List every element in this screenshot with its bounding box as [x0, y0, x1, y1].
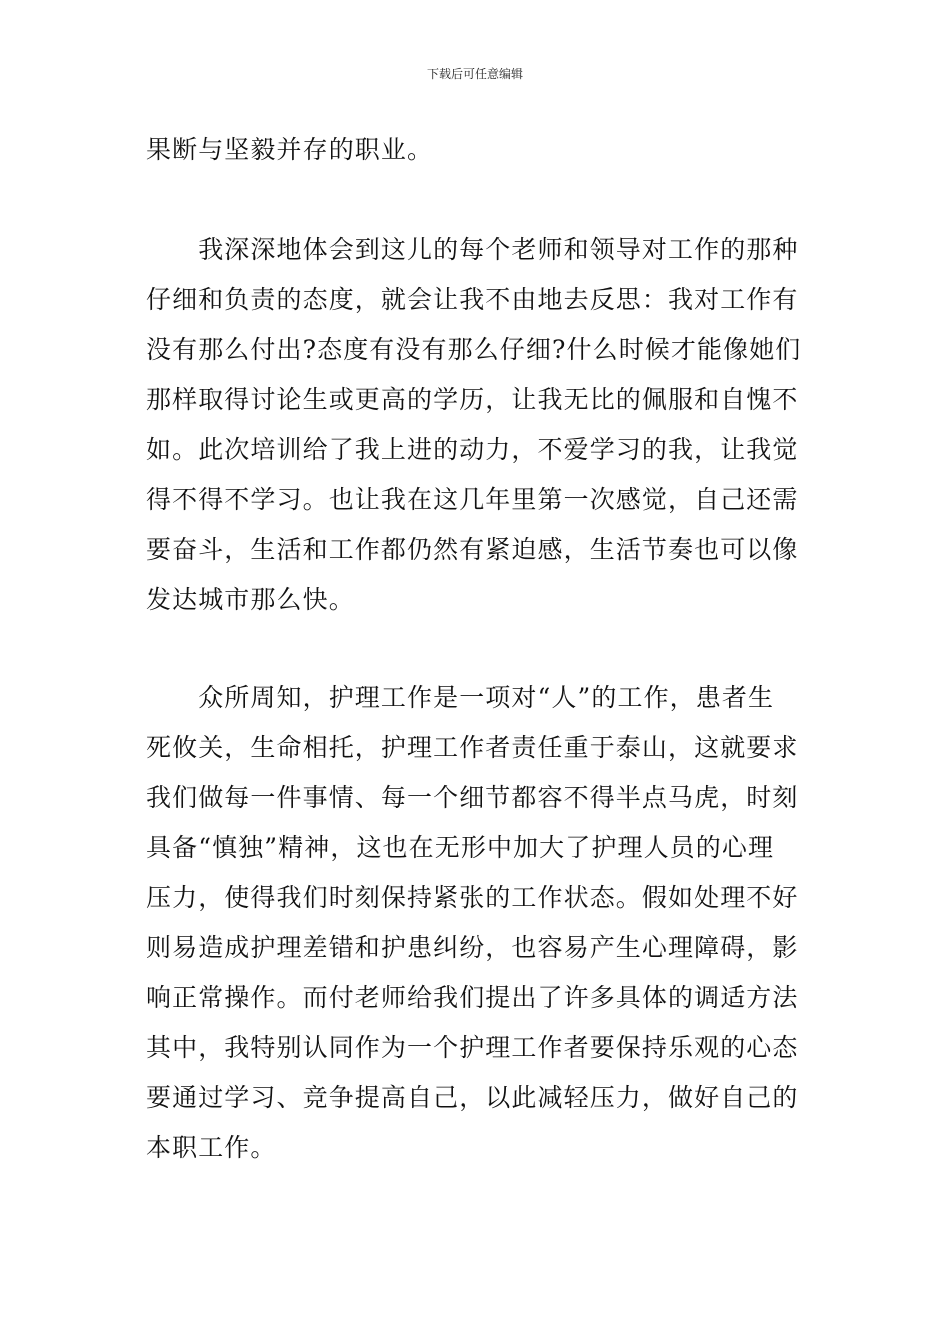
- paragraph-line: 要通过学习、竞争提高自己，以此减轻压力，做好自己的: [146, 1083, 799, 1112]
- paragraph-line: 仔细和负责的态度，就会让我不由地去反思：我对工作有: [146, 285, 799, 314]
- paragraph-line: 要奋斗，生活和工作都仍然有紧迫感，生活节奏也可以像: [146, 535, 799, 564]
- paragraph-line: 其中，我特别认同作为一个护理工作者要保持乐观的心态: [146, 1033, 799, 1062]
- paragraph-line: 死攸关，生命相托，护理工作者责任重于泰山，这就要求: [146, 733, 799, 762]
- paragraph-line: 则易造成护理差错和护患纠纷，也容易产生心理障碍，影: [146, 933, 799, 962]
- paragraph-line: 如。此次培训给了我上进的动力，不爱学习的我，让我觉: [146, 435, 799, 464]
- paragraph-line: 响正常操作。而付老师给我们提出了许多具体的调适方法: [146, 983, 799, 1012]
- paragraph-line: 得不得不学习。也让我在这几年里第一次感觉，自己还需: [146, 485, 799, 514]
- paragraph-line: 发达城市那么快。: [146, 585, 355, 614]
- paragraph-line: 本职工作。: [146, 1133, 277, 1162]
- paragraph-line: 我深深地体会到这儿的每个老师和领导对工作的那种: [146, 235, 799, 264]
- paragraph-line: 那样取得讨论生或更高的学历，让我无比的佩服和自愧不: [146, 385, 799, 414]
- paragraph-line: 我们做每一件事情、每一个细节都容不得半点马虎，时刻: [146, 783, 799, 812]
- paragraph-line: 压力，使得我们时刻保持紧张的工作状态。假如处理不好: [146, 883, 799, 912]
- paragraph-line: 果断与坚毅并存的职业。: [146, 135, 434, 164]
- paragraph-line: 具备“慎独”精神，这也在无形中加大了护理人员的心理: [146, 833, 775, 862]
- page-header: 下载后可任意编辑: [426, 67, 523, 81]
- paragraph-line: 众所周知，护理工作是一项对“人”的工作，患者生: [146, 683, 775, 712]
- paragraph-line: 没有那么付出?态度有没有那么仔细?什么时候才能像她们: [146, 335, 802, 364]
